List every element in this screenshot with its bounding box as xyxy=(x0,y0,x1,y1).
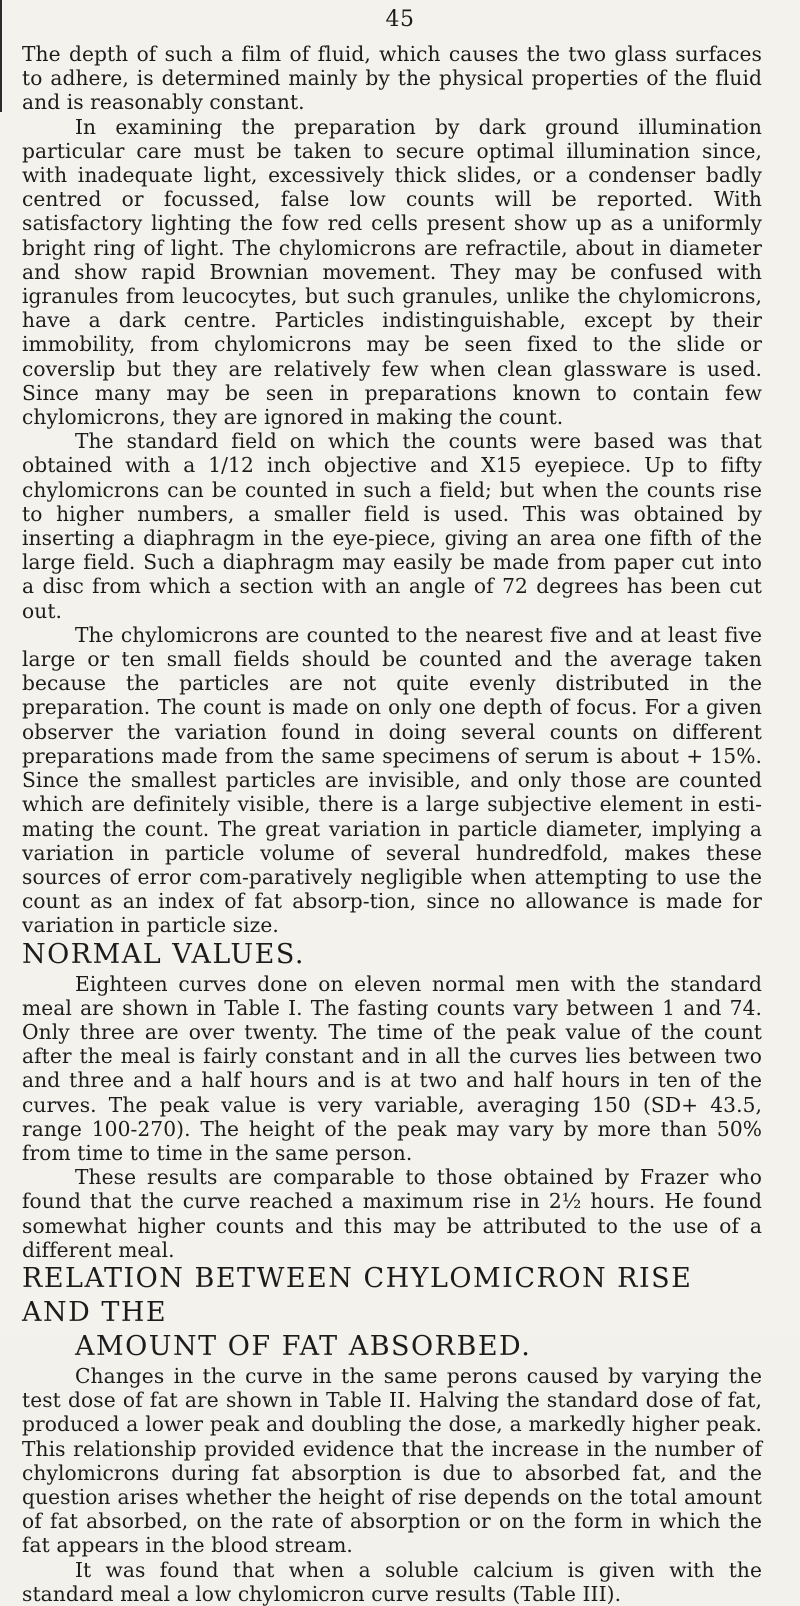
heading-chylomicron-fat-relation xyxy=(22,1262,762,1364)
paragraph-frazer-comparison: These results are comparable to those obtained by Frazer who found that the curve reached a maximum rise in 2½ hours. He found somewhat higher counts and this may be attributed to the use of a different meal. xyxy=(22,1165,762,1262)
paragraph-normal-curves: Eighteen curves done on eleven normal men with the standard meal are shown in Table I. The fasting counts vary between 1 and 74. Only three are over twenty. The time of the peak value of the count after the meal is fairly constant and in all the curves lies between two and three and a half hours and is at two and half hours in ten of the curves. The peak value is very variable, averaging 150 (SD+ 43.5, range 100-270). The height of the peak may vary by more than 50% from time to time in the same person. xyxy=(22,971,762,1165)
paragraph-counting-method: The chylomicrons are counted to the nearest five and at least five large or ten small fields should be counted and the average taken because the particles are not quite evenly distributed in the preparation. The count is made on only one depth of focus. For a given observer the variation found in doing several counts on different preparations made from the same specimens of serum is about + 15%. Since the smallest particles are invisible, and only those are counted which are definitely visible, there is a large subjective element in esti-mating the count. The great variation in particle diameter, implying a variation in particle volume of several hundredfold, makes these sources of error com-paratively negligible when attempting to use the count as an index of fat absorp-tion, since no allowance is made for variation in particle size. xyxy=(22,622,762,938)
heading-line-1: RELATION BETWEEN CHYLOMICRON RISE AND THE xyxy=(22,1262,693,1328)
paragraph-dark-ground-illumination: In examining the preparation by dark ground illumination particular care must be taken to secure optimal illumination since, with inadequate light, excessively thick slides, or a condenser badly centred or focussed, false low counts will be reported. With satisfactory lighting the fow red cells present show up as a uniformly bright ring of light. The chylomicrons are refractile, about in diameter and show rapid Brownian movement. They may be confused with igranules from leucocytes, but such granules, unlike the chylomicrons, have a dark centre. Particles indistinguishable, except by their immobility, from chylomicrons may be seen fixed to the slide or coverslip but they are relatively few when clean glassware is used. Since many may be seen in preparations known to contain few chylomicrons, they are ignored in making the count. xyxy=(22,114,762,430)
heading-line-2: AMOUNT OF FAT ABSORBED. xyxy=(75,1330,532,1362)
page-number: 45 xyxy=(385,7,415,32)
paragraph-film-depth: The depth of such a film of fluid, which causes the two glass surfaces to adhere, is determined mainly by the physical properties of the fluid and is reasonably constant. xyxy=(22,42,762,115)
paragraph-test-dose-changes: Changes in the curve in the same perons caused by varying the test dose of fat are shown in Table II. Halving the standard dose of fat, produced a lower peak and doubling the dose, a markedly higher peak. This relationship provided evidence that the increase in the number of chylomicrons during fat absorption is due to absorbed fat, and the question arises whether the height of rise depends on the total amount of fat absorbed, on the rate of absorption or on the form in which the fat appears in the blood stream. xyxy=(22,1363,762,1558)
paragraph-standard-field: The standard field on which the counts were based was that obtained with a 1/12 inch objective and X15 eyepiece. Up to fifty chylomicrons can be counted in such a field; but when the counts rise to higher numbers, a smaller field is used. This was obtained by inserting a diaphragm in the eye-piece, giving an area one fifth of the large field. Such a diaphragm may easily be made from paper cut into a disc from which a section with an angle of 72 degrees has been cut out. xyxy=(22,429,762,623)
paragraph-soluble-calcium: It was found that when a soluble calcium is given with the standard meal a low chylomicron curve results (Table III). xyxy=(22,1557,762,1606)
heading-normal-values: NORMAL VALUES. xyxy=(22,938,305,970)
